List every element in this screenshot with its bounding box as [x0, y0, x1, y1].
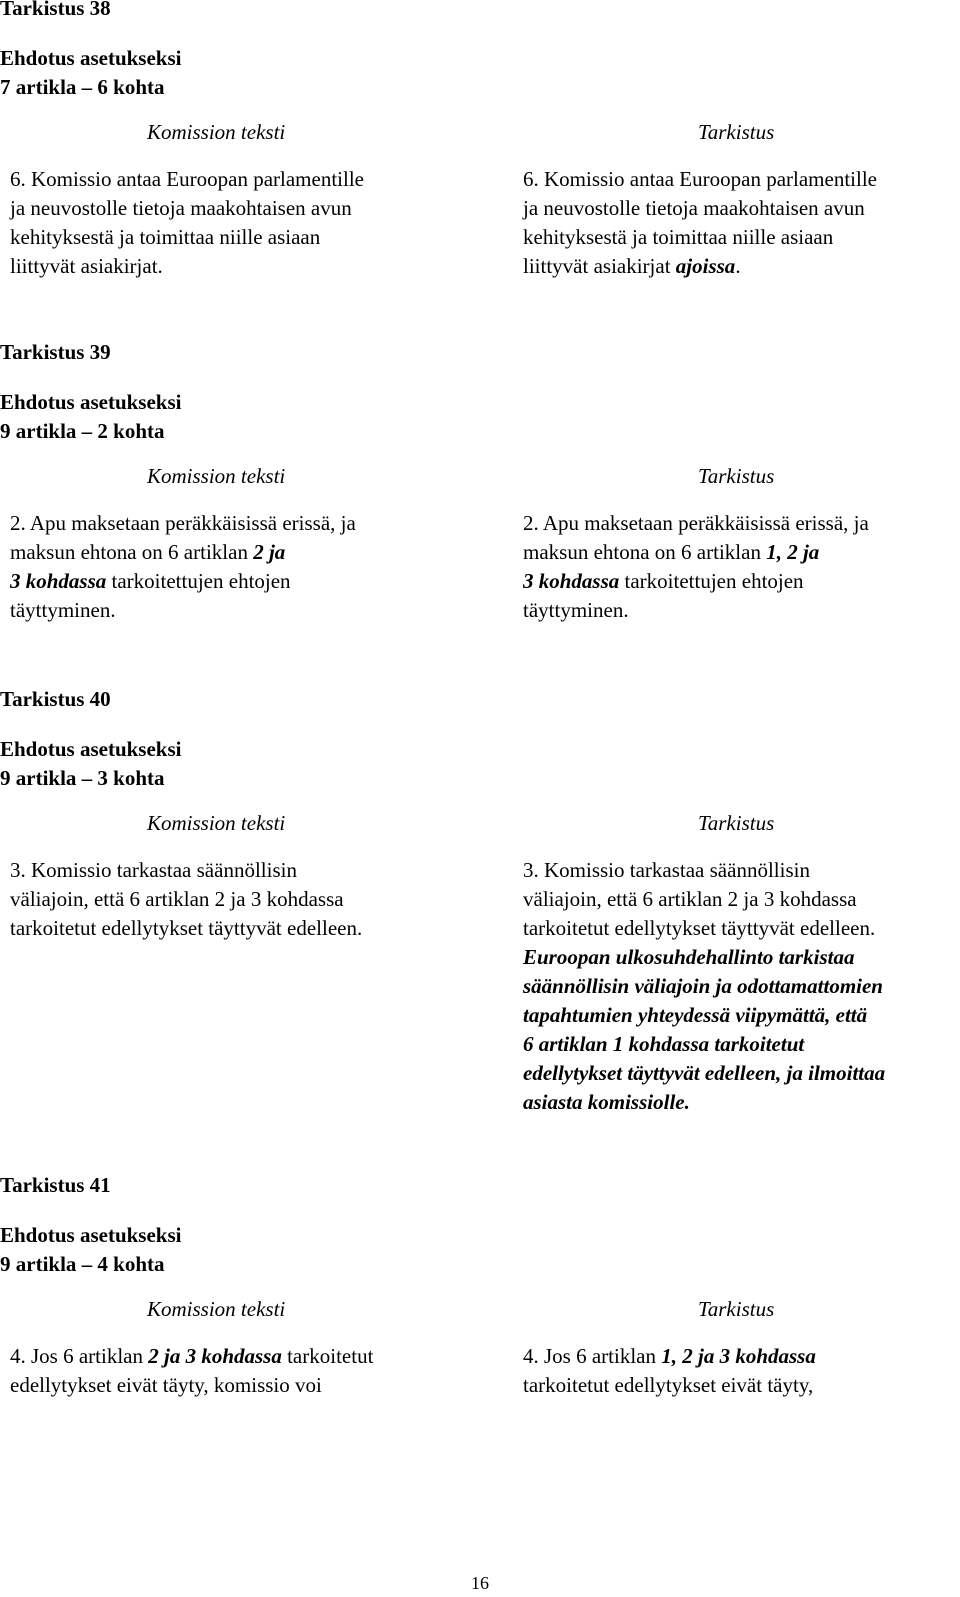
commission-text-column	[10, 1295, 430, 1400]
text-line: 3. Komissio tarkastaa säännöllisin	[10, 858, 297, 882]
amended-text: 6 artiklan 1 kohdassa tarkoitetut	[523, 1032, 805, 1056]
amendment-title: Tarkistus 38	[0, 0, 111, 20]
amended-text: 1, 2 ja	[766, 540, 820, 564]
text-line: tarkoitetut edellytykset eivät täyty,	[523, 1373, 814, 1397]
text-line: liittyvät asiakirjat	[523, 254, 676, 278]
proposal-label: Ehdotus asetukseksi	[0, 46, 182, 70]
proposal-label: Ehdotus asetukseksi	[0, 737, 182, 761]
text-line: 2. Apu maksetaan peräkkäisissä erissä, ja	[523, 511, 869, 535]
text-line: tarkoitetut edellytykset täyttyvät edelleen.	[523, 916, 876, 940]
text-line: 6. Komissio antaa Euroopan parlamentille	[523, 167, 877, 191]
text-line: kehityksestä ja toimittaa niille asiaan	[523, 225, 834, 249]
commission-text-header: Komission teksti	[147, 464, 286, 488]
article-reference: 9 artikla – 4 kohta	[0, 1252, 165, 1276]
amended-text: Euroopan ulkosuhdehallinto tarkistaa	[523, 945, 855, 969]
proposal-label: Ehdotus asetukseksi	[0, 390, 182, 414]
article-reference: 9 artikla – 2 kohta	[0, 419, 165, 443]
text-line: ja neuvostolle tietoja maakohtaisen avun	[523, 196, 865, 220]
amendment-38	[0, 0, 960, 278]
text-line: täyttyminen.	[523, 598, 629, 622]
amendment-text-header: Tarkistus	[698, 811, 775, 835]
text-line: tarkoitettujen ehtojen	[106, 569, 291, 593]
amendment-39	[0, 338, 960, 622]
commission-text-column	[10, 462, 430, 625]
amended-text: 3 kohdassa	[10, 569, 107, 593]
text-line: ja neuvostolle tietoja maakohtaisen avun	[10, 196, 352, 220]
text-line: edellytykset eivät täyty, komissio voi	[10, 1373, 322, 1397]
commission-text-body	[10, 1342, 430, 1400]
amended-text: 2 ja	[253, 540, 286, 564]
commission-text-header: Komission teksti	[147, 1297, 286, 1321]
amendment-text-column	[523, 809, 960, 1117]
page-number: 16	[471, 1573, 489, 1593]
amendment-text-header: Tarkistus	[698, 1297, 775, 1321]
amendment-text-header: Tarkistus	[698, 120, 775, 144]
amended-text: tapahtumien yhteydessä viipymättä, että	[523, 1003, 868, 1027]
amendment-text-body	[523, 1342, 960, 1400]
commission-text-column	[10, 118, 430, 281]
text-line: 4. Jos 6 artiklan	[523, 1344, 662, 1368]
article-reference: 7 artikla – 6 kohta	[0, 75, 165, 99]
proposal-label: Ehdotus asetukseksi	[0, 1223, 182, 1247]
text-line: 4. Jos 6 artiklan	[10, 1344, 149, 1368]
amended-text: asiasta komissiolle.	[523, 1090, 690, 1114]
text-line: tarkoitetut edellytykset täyttyvät edelleen.	[10, 916, 363, 940]
text-line: 3. Komissio tarkastaa säännöllisin	[523, 858, 810, 882]
text-line: maksun ehtona on 6 artiklan	[10, 540, 254, 564]
amendment-text-body	[523, 509, 960, 625]
text-line: tarkoitettujen ehtojen	[619, 569, 804, 593]
text-line: väliajoin, että 6 artiklan 2 ja 3 kohdassa	[10, 887, 344, 911]
commission-text-body	[10, 509, 430, 625]
text-line: maksun ehtona on 6 artiklan	[523, 540, 767, 564]
amendment-41	[0, 1171, 960, 1397]
amendment-title: Tarkistus 41	[0, 1173, 111, 1197]
commission-text-header: Komission teksti	[147, 120, 286, 144]
amendment-text-body	[523, 856, 960, 1117]
amended-text: ajoissa	[675, 254, 736, 278]
amendment-title: Tarkistus 39	[0, 340, 111, 364]
text-line: täyttyminen.	[10, 598, 116, 622]
text-line: liittyvät asiakirjat.	[10, 254, 163, 278]
amendment-40	[0, 685, 960, 1114]
amendment-text-column	[523, 118, 960, 281]
commission-text-column	[10, 809, 430, 943]
text-line: 6. Komissio antaa Euroopan parlamentille	[10, 167, 364, 191]
amended-text: 1, 2 ja 3 kohdassa	[661, 1344, 816, 1368]
amended-text: 2 ja 3 kohdassa	[148, 1344, 282, 1368]
amended-text: säännöllisin väliajoin ja odottamattomien	[523, 974, 883, 998]
text-line: kehityksestä ja toimittaa niille asiaan	[10, 225, 321, 249]
amendment-text-body	[523, 165, 960, 281]
commission-text-body	[10, 856, 430, 943]
commission-text-body	[10, 165, 430, 281]
amendment-text-column	[523, 462, 960, 625]
amendment-text-header: Tarkistus	[698, 464, 775, 488]
text-line: .	[735, 254, 741, 278]
commission-text-header: Komission teksti	[147, 811, 286, 835]
amended-text: edellytykset täyttyvät edelleen, ja ilmoittaa	[523, 1061, 886, 1085]
amendment-text-column	[523, 1295, 960, 1400]
amendment-title: Tarkistus 40	[0, 687, 111, 711]
text-line: 2. Apu maksetaan peräkkäisissä erissä, ja	[10, 511, 356, 535]
text-line: väliajoin, että 6 artiklan 2 ja 3 kohdassa	[523, 887, 857, 911]
article-reference: 9 artikla – 3 kohta	[0, 766, 165, 790]
amended-text: 3 kohdassa	[523, 569, 620, 593]
text-line: tarkoitetut	[281, 1344, 374, 1368]
